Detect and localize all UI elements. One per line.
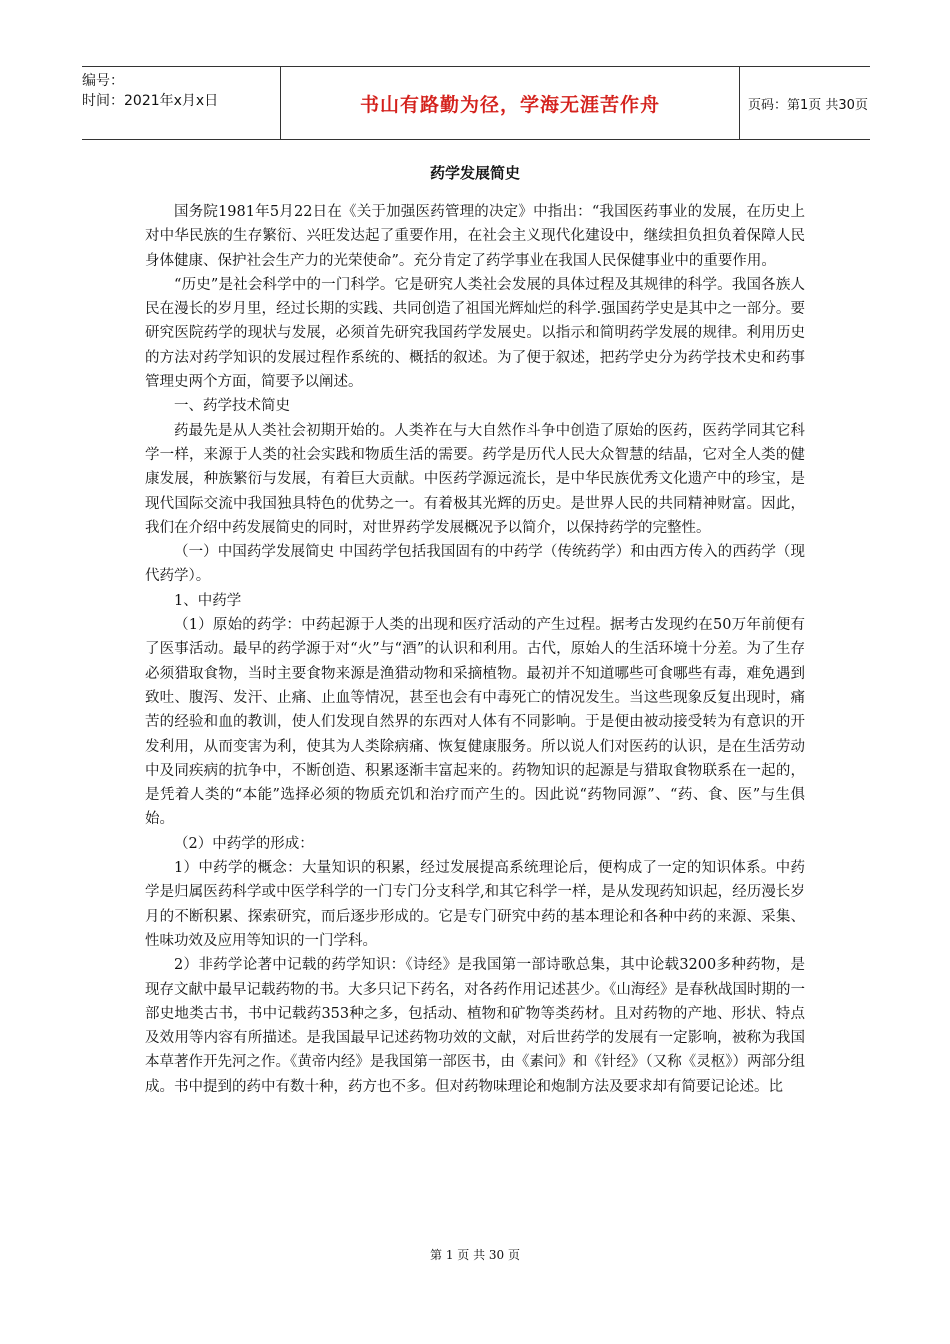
paragraph: （一）中国药学发展简史 中国药学包括我国固有的中药学（传统药学）和由西方传入的西药学（现代药学）。 xyxy=(145,544,805,585)
page-header xyxy=(82,66,870,140)
motto-text: 书山有路勤为径，学海无涯苦作舟 xyxy=(359,93,660,116)
paragraph: 国务院1981年5月22日在《关于加强医药管理的决定》中指出：“我国医药事业的发展，在历史上对中华民族的生存繁衍、兴旺发达起了重要作用，在社会主义现代化建设中，继续担负担负着保障人民身体健康、保护社会生产力的光荣使命”。充分肯定了药学事业在我国人民保健事业中的重要作用。 xyxy=(145,204,805,269)
page-footer: 第 1 页 共 30 页 xyxy=(430,1248,520,1262)
paragraph: 药最先是从人类社会初期开始的。人类祚在与大自然作斗争中创造了原始的医药，医药学同其它科学一样，来源于人类的社会实践和物质生活的需要。药学是历代人民大众智慧的结晶，它对全人类的健康发展，种族繁衍与发展，有着巨大贡献。中医药学源远流长，是中华民族优秀文化遗产中的珍宝，是现代国际交流中我国独具特色的优势之一。有着极其光辉的历史。是世界人民的共同精神财富。因此，我们在介绍中药发展简史的同时，对世界药学发展概况予以简介，以保持药学的完整性。 xyxy=(145,422,805,536)
paragraph: （1）原始的药学：中药起源于人类的出现和医疗活动的产生过程。据考古发现约在50万年前便有了医事活动。最早的药学源于对“火”与“酒”的认识和利用。古代，原始人的生活环境十分差。为了生存必须猎取食物，当时主要食物来源是渔猎动物和采摘植物。最初并不知道哪些可食哪些有毒，难免遇到致吐、腹泻、发汗、止痛、止血等情况，甚至也会有中毒死亡的情况发生。当这些现象反复出现时，痛苦的经验和血的教训，使人们发现自然界的东西对人体有不同影响。于是便由被动接受转为有意识的开发利用，从而变害为利，使其为人类除病痛、恢复健康服务。所以说人们对医药的认识，是在生活劳动中及同疾病的抗争中，不断创造、积累逐渐丰富起来的。药物知识的起源是与猎取食物联系在一起的，是凭着人类的“本能”选择必须的物质充饥和治疗而产生的。因此说“药物同源”、“药、食、医”与生俱始。 xyxy=(145,617,805,828)
number-label: 编号： xyxy=(82,73,124,89)
paragraph: 2）非药学论著中记载的药学知识：《诗经》是我国第一部诗歌总集，其中论载3200多种药物，是现存文献中最早记载药物的书。大多只记下药名，对各药作用记述甚少。《山海经》是春秋战国时期的一部史地类古书，书中记载药353种之多，包括动、植物和矿物等类药材。且对药物的产地、形状、特点及效用等内容有所描述。是我国最早记述药物功效的文献，对后世药学的发展有一定影响，被称为我国本草著作开先河之作。《黄帝内经》是我国第一部医书，由《素问》和《针经》（又称《灵枢》）两部分组成。书中提到的药中有数十种，药方也不多。但对药物味理论和炮制方法及要求却有简要记论述。比 xyxy=(145,957,805,1095)
document-title: 药学发展简史 xyxy=(429,164,520,182)
page-number-label: 页码：第1页 共30页 xyxy=(748,97,868,113)
subsection-heading: 1、中药学 xyxy=(174,592,242,609)
subsection-heading: （2）中药学的形成： xyxy=(174,835,314,852)
document-body xyxy=(145,200,805,1099)
date-label: 时间：2021年x月x日 xyxy=(82,93,219,109)
header-meta xyxy=(82,71,278,111)
section-heading: 一、药学技术简史 xyxy=(174,398,290,415)
paragraph: “历史”是社会科学中的一门科学。它是研究人类社会发展的具体过程及其规律的科学。我国各族人民在漫长的岁月里，经过长期的实践、共同创造了祖国光辉灿烂的科学.强国药学史是其中之一部分。要研究医院药学的现状与发展，必须首先研究我国药学发展史。以指示和简明药学发展的规律。利用历史的方法对药学知识的发展过程作系统的、概括的叙述。为了便于叙述，把药学史分为药学技术史和药事管理史两个方面，简要予以阐述。 xyxy=(145,276,805,391)
paragraph: 1）中药学的概念：大量知识的积累，经过发展提高系统理论后，便构成了一定的知识体系。中药学是归属医药科学或中医学科学的一门专门分支科学,和其它科学一样，是从发现药知识起，经历漫长岁月的不断积累、探索研究，而后逐步形成的。它是专门研究中药的基本理论和各种中药的来源、采集、性味功效及应用等知识的一门学科。 xyxy=(145,860,805,949)
header-motto-cell xyxy=(280,67,740,139)
